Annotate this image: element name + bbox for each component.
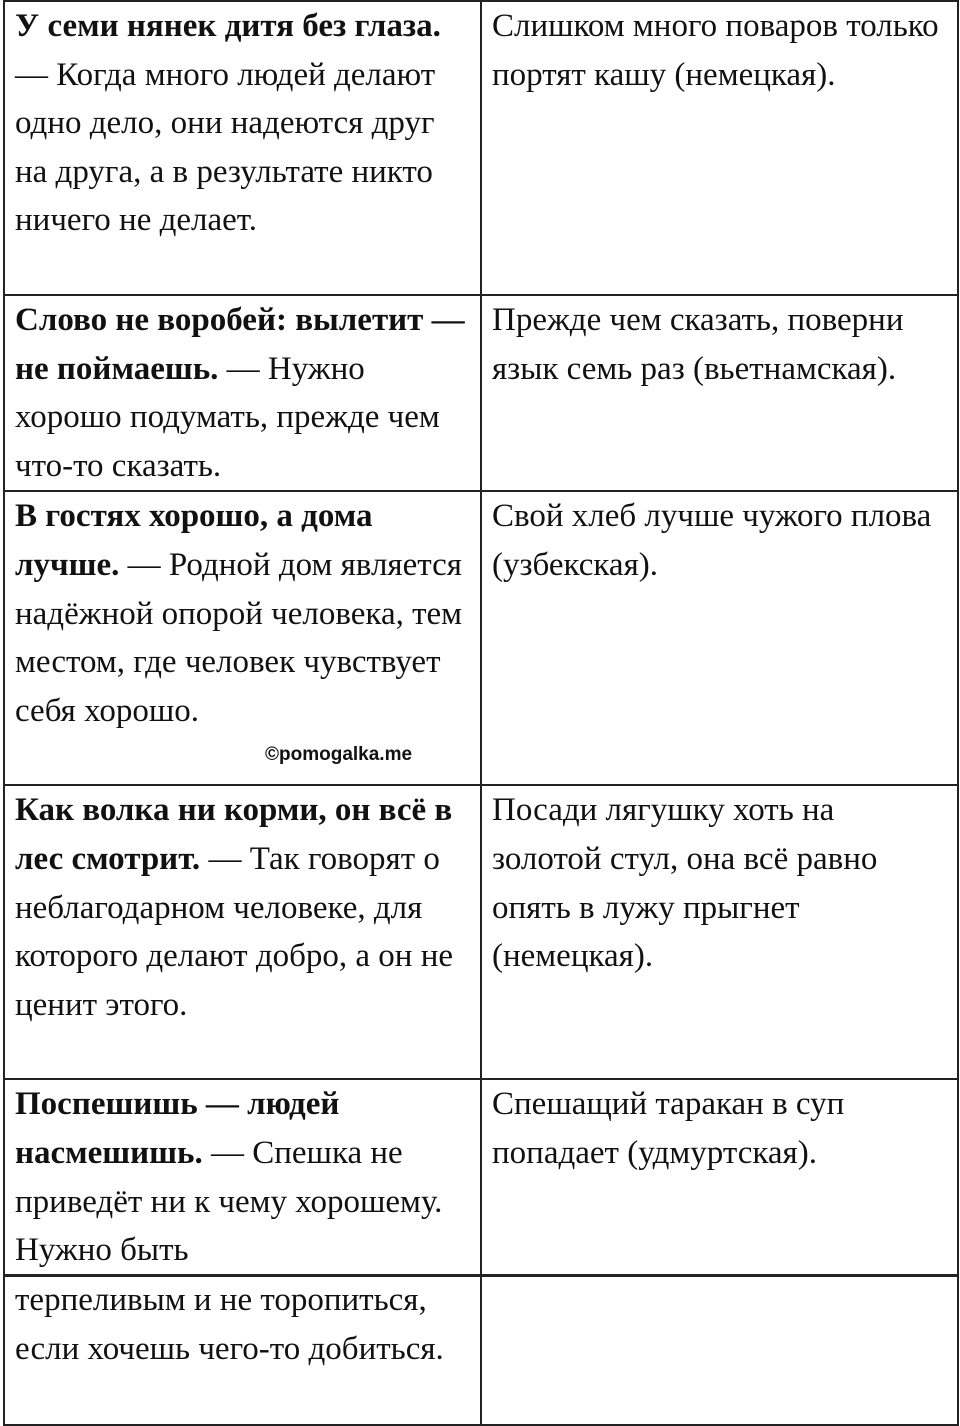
foreign-proverb-cell: Свой хлеб лучше чужого плова (узбекская). <box>481 491 958 785</box>
table-row <box>4 785 958 1079</box>
proverb-text: У семи нянек дитя без глаза. <box>15 8 441 44</box>
continuation-table <box>3 1274 959 1426</box>
proverb-explanation: — Когда много людей делают одно дело, они надеются друг на друга, а в результате никто ничего не делает. <box>15 56 436 239</box>
russian-proverb-cell <box>4 1079 481 1275</box>
continuation-left-cell: терпеливым и не торопиться, если хочешь чего-то добиться. <box>4 1275 481 1425</box>
proverb-explanation: — Родной дом является надёжной опорой человека, тем местом, где человек чувствует себя хорошо. <box>15 546 463 729</box>
foreign-proverb-cell: Слишком много поваров только портят кашу (немецкая). <box>481 1 958 295</box>
proverb-text: Слово не воробей: вылетит — не поймаешь. <box>15 302 465 387</box>
table-row <box>4 491 958 785</box>
russian-proverb-cell <box>4 1 481 295</box>
proverbs-table <box>3 0 959 1277</box>
proverb-explanation: — Нужно хорошо подумать, прежде чем что-то сказать. <box>15 350 440 484</box>
watermark-text: ©pomogalka.me <box>265 744 413 765</box>
proverb-explanation: — Спешка не приведёт ни к чему хорошему. Нужно быть <box>15 1134 443 1269</box>
proverb-text: Поспешишь — людей насмешишь. <box>15 1086 340 1171</box>
foreign-proverb-cell: Посади лягушку хоть на золотой стул, она всё равно опять в лужу прыгнет (немецкая). <box>481 785 958 1079</box>
table-row <box>4 295 958 491</box>
proverb-text: В гостях хорошо, а дома лучше. <box>15 498 373 583</box>
table-row <box>4 1275 958 1425</box>
table-row <box>4 1079 958 1275</box>
proverb-explanation: — Так говорят о неблагодарном человеке, для которого делают добро, а он не ценит этого. <box>15 840 454 1023</box>
table-row <box>4 1 958 295</box>
continuation-right-cell <box>481 1275 958 1425</box>
russian-proverb-cell <box>4 491 481 785</box>
russian-proverb-cell <box>4 785 481 1079</box>
foreign-proverb-cell: Прежде чем сказать, поверни язык семь раз (вьетнамская). <box>481 295 958 491</box>
proverb-text: Как волка ни корми, он всё в лес смотрит. <box>15 792 453 877</box>
russian-proverb-cell <box>4 295 481 491</box>
foreign-proverb-cell: Спешащий таракан в суп попадает (удмуртская). <box>481 1079 958 1275</box>
